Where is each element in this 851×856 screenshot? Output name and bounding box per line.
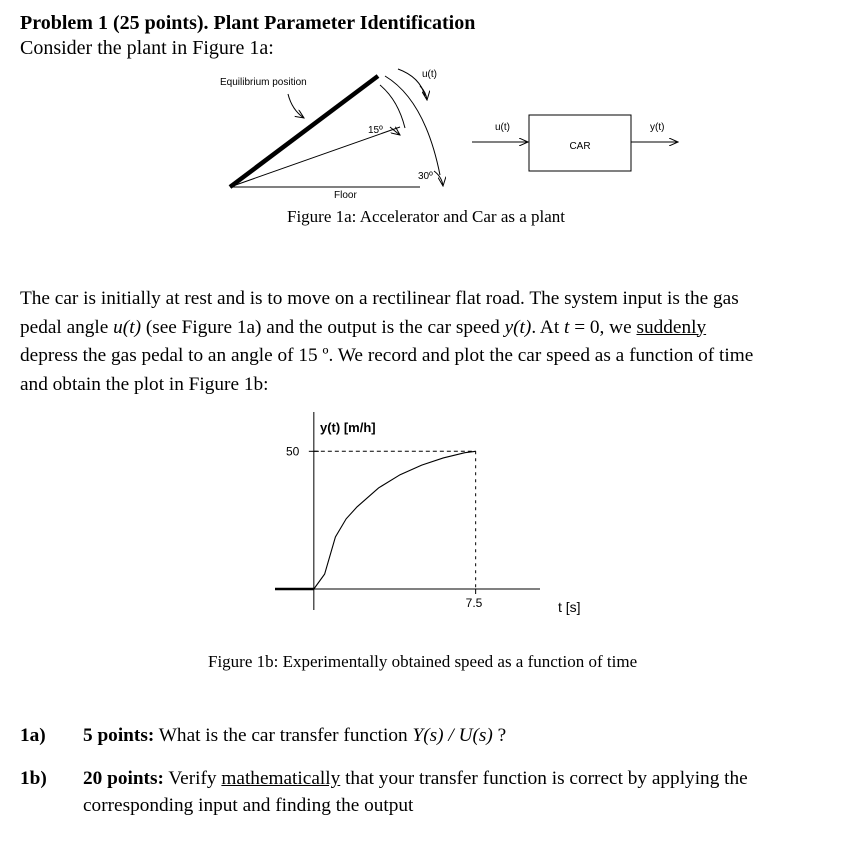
question-number: 1b): [20, 768, 47, 789]
floor-label: Floor: [334, 190, 357, 201]
problem-intro: Consider the plant in Figure 1a:: [20, 37, 274, 59]
block-input-label: u(t): [495, 122, 510, 133]
math-ut: u(t): [113, 316, 141, 338]
transfer-function-expr: Y(s) / U(s): [412, 725, 493, 746]
input-label-top: u(t): [422, 69, 437, 80]
paragraph-line-4: and obtain the plot in Figure 1b:: [20, 373, 269, 395]
x-axis-label: t [s]: [558, 599, 581, 615]
arc-input: [398, 69, 425, 96]
paragraph-line-3: depress the gas pedal to an angle of 15 º. We record and plot the car speed as a function of time: [20, 345, 754, 366]
text-segment: . At: [531, 316, 565, 338]
pedal-15-line: [230, 127, 400, 187]
arc-15: [380, 85, 405, 128]
text-segment: ?: [492, 725, 507, 746]
math-t: t: [564, 316, 570, 338]
figure-1b-chart: [270, 410, 610, 615]
figure-1b-caption: Figure 1b: Experimentally obtained speed as a function of time: [208, 652, 638, 671]
input-arrow: [420, 86, 427, 100]
angle-15-label: 15º: [368, 125, 383, 136]
problem-paragraph: [20, 285, 835, 399]
figure-1a-caption: Figure 1a: Accelerator and Car as a plant: [287, 207, 566, 226]
gas-pedal-equilibrium: [230, 76, 378, 187]
text-segment: (see Figure 1a) and the output is the car speed: [141, 316, 505, 338]
block-output-label: y(t): [650, 122, 665, 133]
y-tick-label-50: 50: [286, 444, 300, 459]
problem-title: Problem 1 (25 points). Plant Parameter Identification: [20, 12, 476, 34]
arc-30: [385, 76, 440, 175]
question-number: 1a): [20, 725, 46, 746]
question-text-continued: corresponding input and finding the output: [83, 795, 414, 816]
angle-30-label: 30º: [418, 171, 433, 182]
text-segment: pedal angle: [20, 316, 114, 338]
speed-response-curve: [314, 451, 476, 589]
question-text: [83, 768, 748, 790]
underlined-suddenly: suddenly: [636, 316, 707, 338]
math-yt: y(t): [504, 316, 532, 338]
text-segment: Verify: [163, 768, 222, 789]
underlined-mathematically: mathematically: [221, 768, 341, 789]
paragraph-line-2: [20, 314, 835, 343]
x-tick-label-7-5: 7.5: [465, 596, 483, 610]
points-label: 20 points:: [83, 768, 164, 789]
angle-30-arrow: [434, 171, 443, 186]
text-segment: What is the car transfer function: [154, 725, 413, 746]
text-segment: that your transfer function is correct by applying the: [340, 768, 748, 789]
y-axis-label: y(t) [m/h]: [320, 420, 376, 435]
figure-1a: [210, 60, 710, 205]
text-segment: = 0, we: [569, 316, 637, 338]
question-text: [83, 725, 506, 747]
angle-15-arrow: [390, 127, 400, 135]
paragraph-line-1: The car is initially at rest and is to move on a rectilinear flat road. The system input is the gas: [20, 288, 739, 309]
points-label: 5 points:: [83, 725, 155, 746]
car-block-label: CAR: [569, 141, 591, 152]
equilibrium-arrow: [288, 94, 304, 118]
equilibrium-label: Equilibrium position: [220, 77, 307, 88]
